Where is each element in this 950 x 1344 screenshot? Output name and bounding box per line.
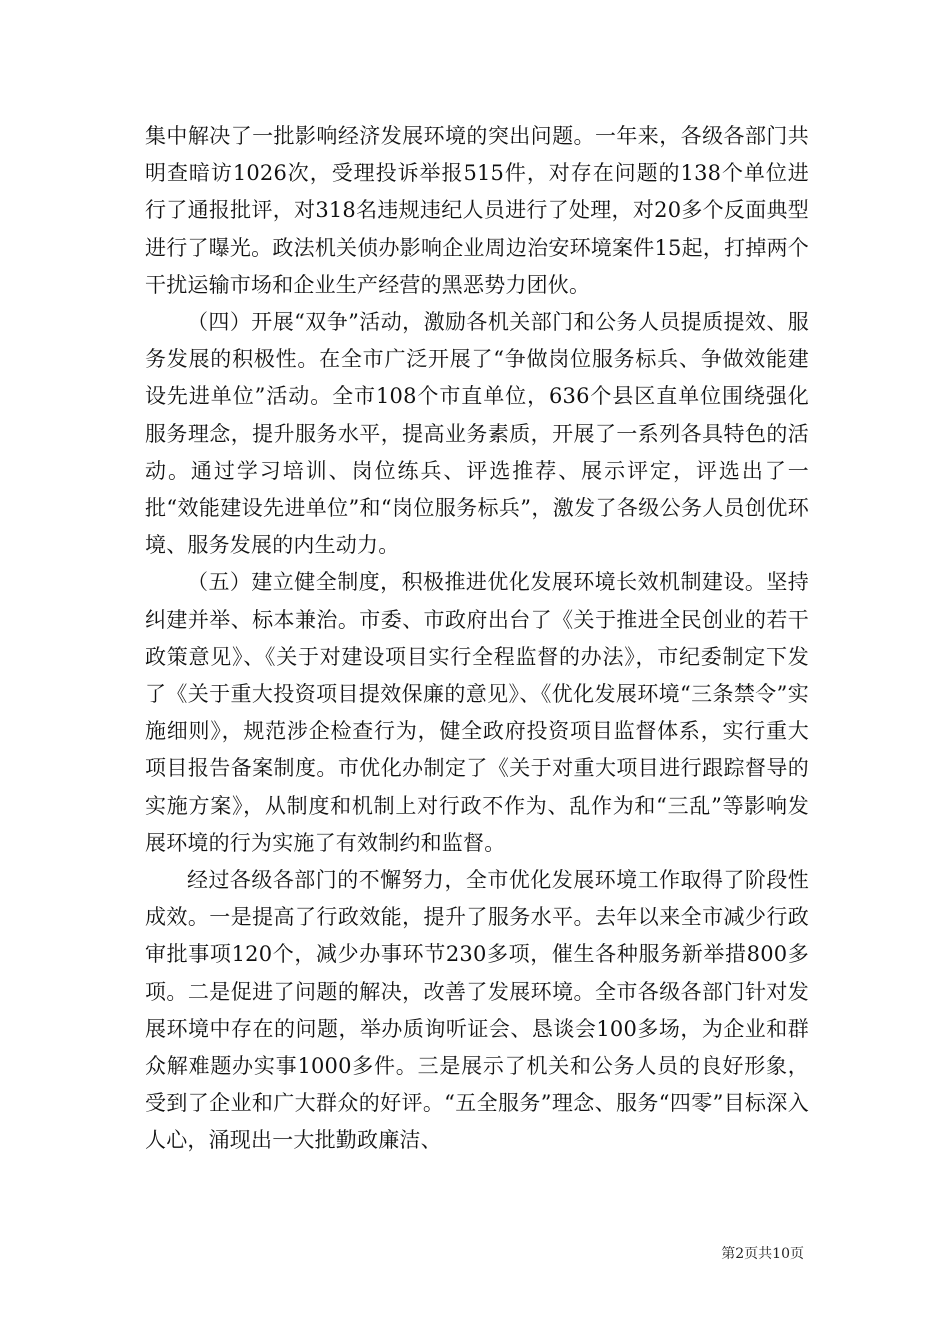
paragraph-1: 集中解决了一批影响经济发展环境的突出问题。一年来，各级各部门共明查暗访1026次，受理投诉举报515件，对存在问题的138个单位进行了通报批评，对318名违规违纪人员进行了处理，对20多个反面典型进行了曝光。政法机关侦办影响企业周边治安环境案件15起，打掉两个干扰运输市场和企业生产经营的黑恶势力团伙。: [145, 124, 809, 297]
page-number-footer: 第2页共10页: [721, 1246, 804, 1262]
paragraph-2: （四）开展“双争”活动，激励各机关部门和公务人员提质提效、服务发展的积极性。在全市广泛开展了“争做岗位服务标兵、争做效能建设先进单位”活动。全市108个市直单位，636个县区直单位围绕强化服务理念，提升服务水平，提高业务素质，开展了一系列各具特色的活动。通过学习培训、岗位练兵、评选推荐、展示评定，评选出了一批“效能建设先进单位”和“岗位服务标兵”，激发了各级公务人员创优环境、服务发展的内生动力。: [145, 310, 809, 558]
body-text: [145, 118, 809, 1160]
paragraph-3: （五）建立健全制度，积极推进优化发展环境长效机制建设。坚持纠建并举、标本兼治。市委、市政府出台了《关于推进全民创业的若干政策意见》、《关于对建设项目实行全程监督的办法》，市纪委制定下发了《关于重大投资项目提效保廉的意见》、《优化发展环境“三条禁令”实施细则》，规范涉企检查行为，健全政府投资项目监督体系，实行重大项目报告备案制度。市优化办制定了《关于对重大项目进行跟踪督导的实施方案》，从制度和机制上对行政不作为、乱作为和“三乱”等影响发展环境的行为实施了有效制约和监督。: [145, 570, 809, 855]
paragraph-4: 经过各级各部门的不懈努力，全市优化发展环境工作取得了阶段性成效。一是提高了行政效能，提升了服务水平。去年以来全市减少行政审批事项120个，减少办事环节230多项，催生各种服务新举措800多项。二是促进了问题的解决，改善了发展环境。全市各级各部门针对发展环境中存在的问题，举办质询听证会、恳谈会100多场，为企业和群众解难题办实事1000多件。三是展示了机关和公务人员的良好形象，受到了企业和广大群众的好评。“五全服务”理念、服务“四零”目标深入人心，涌现出一大批勤政廉洁、: [145, 868, 809, 1153]
